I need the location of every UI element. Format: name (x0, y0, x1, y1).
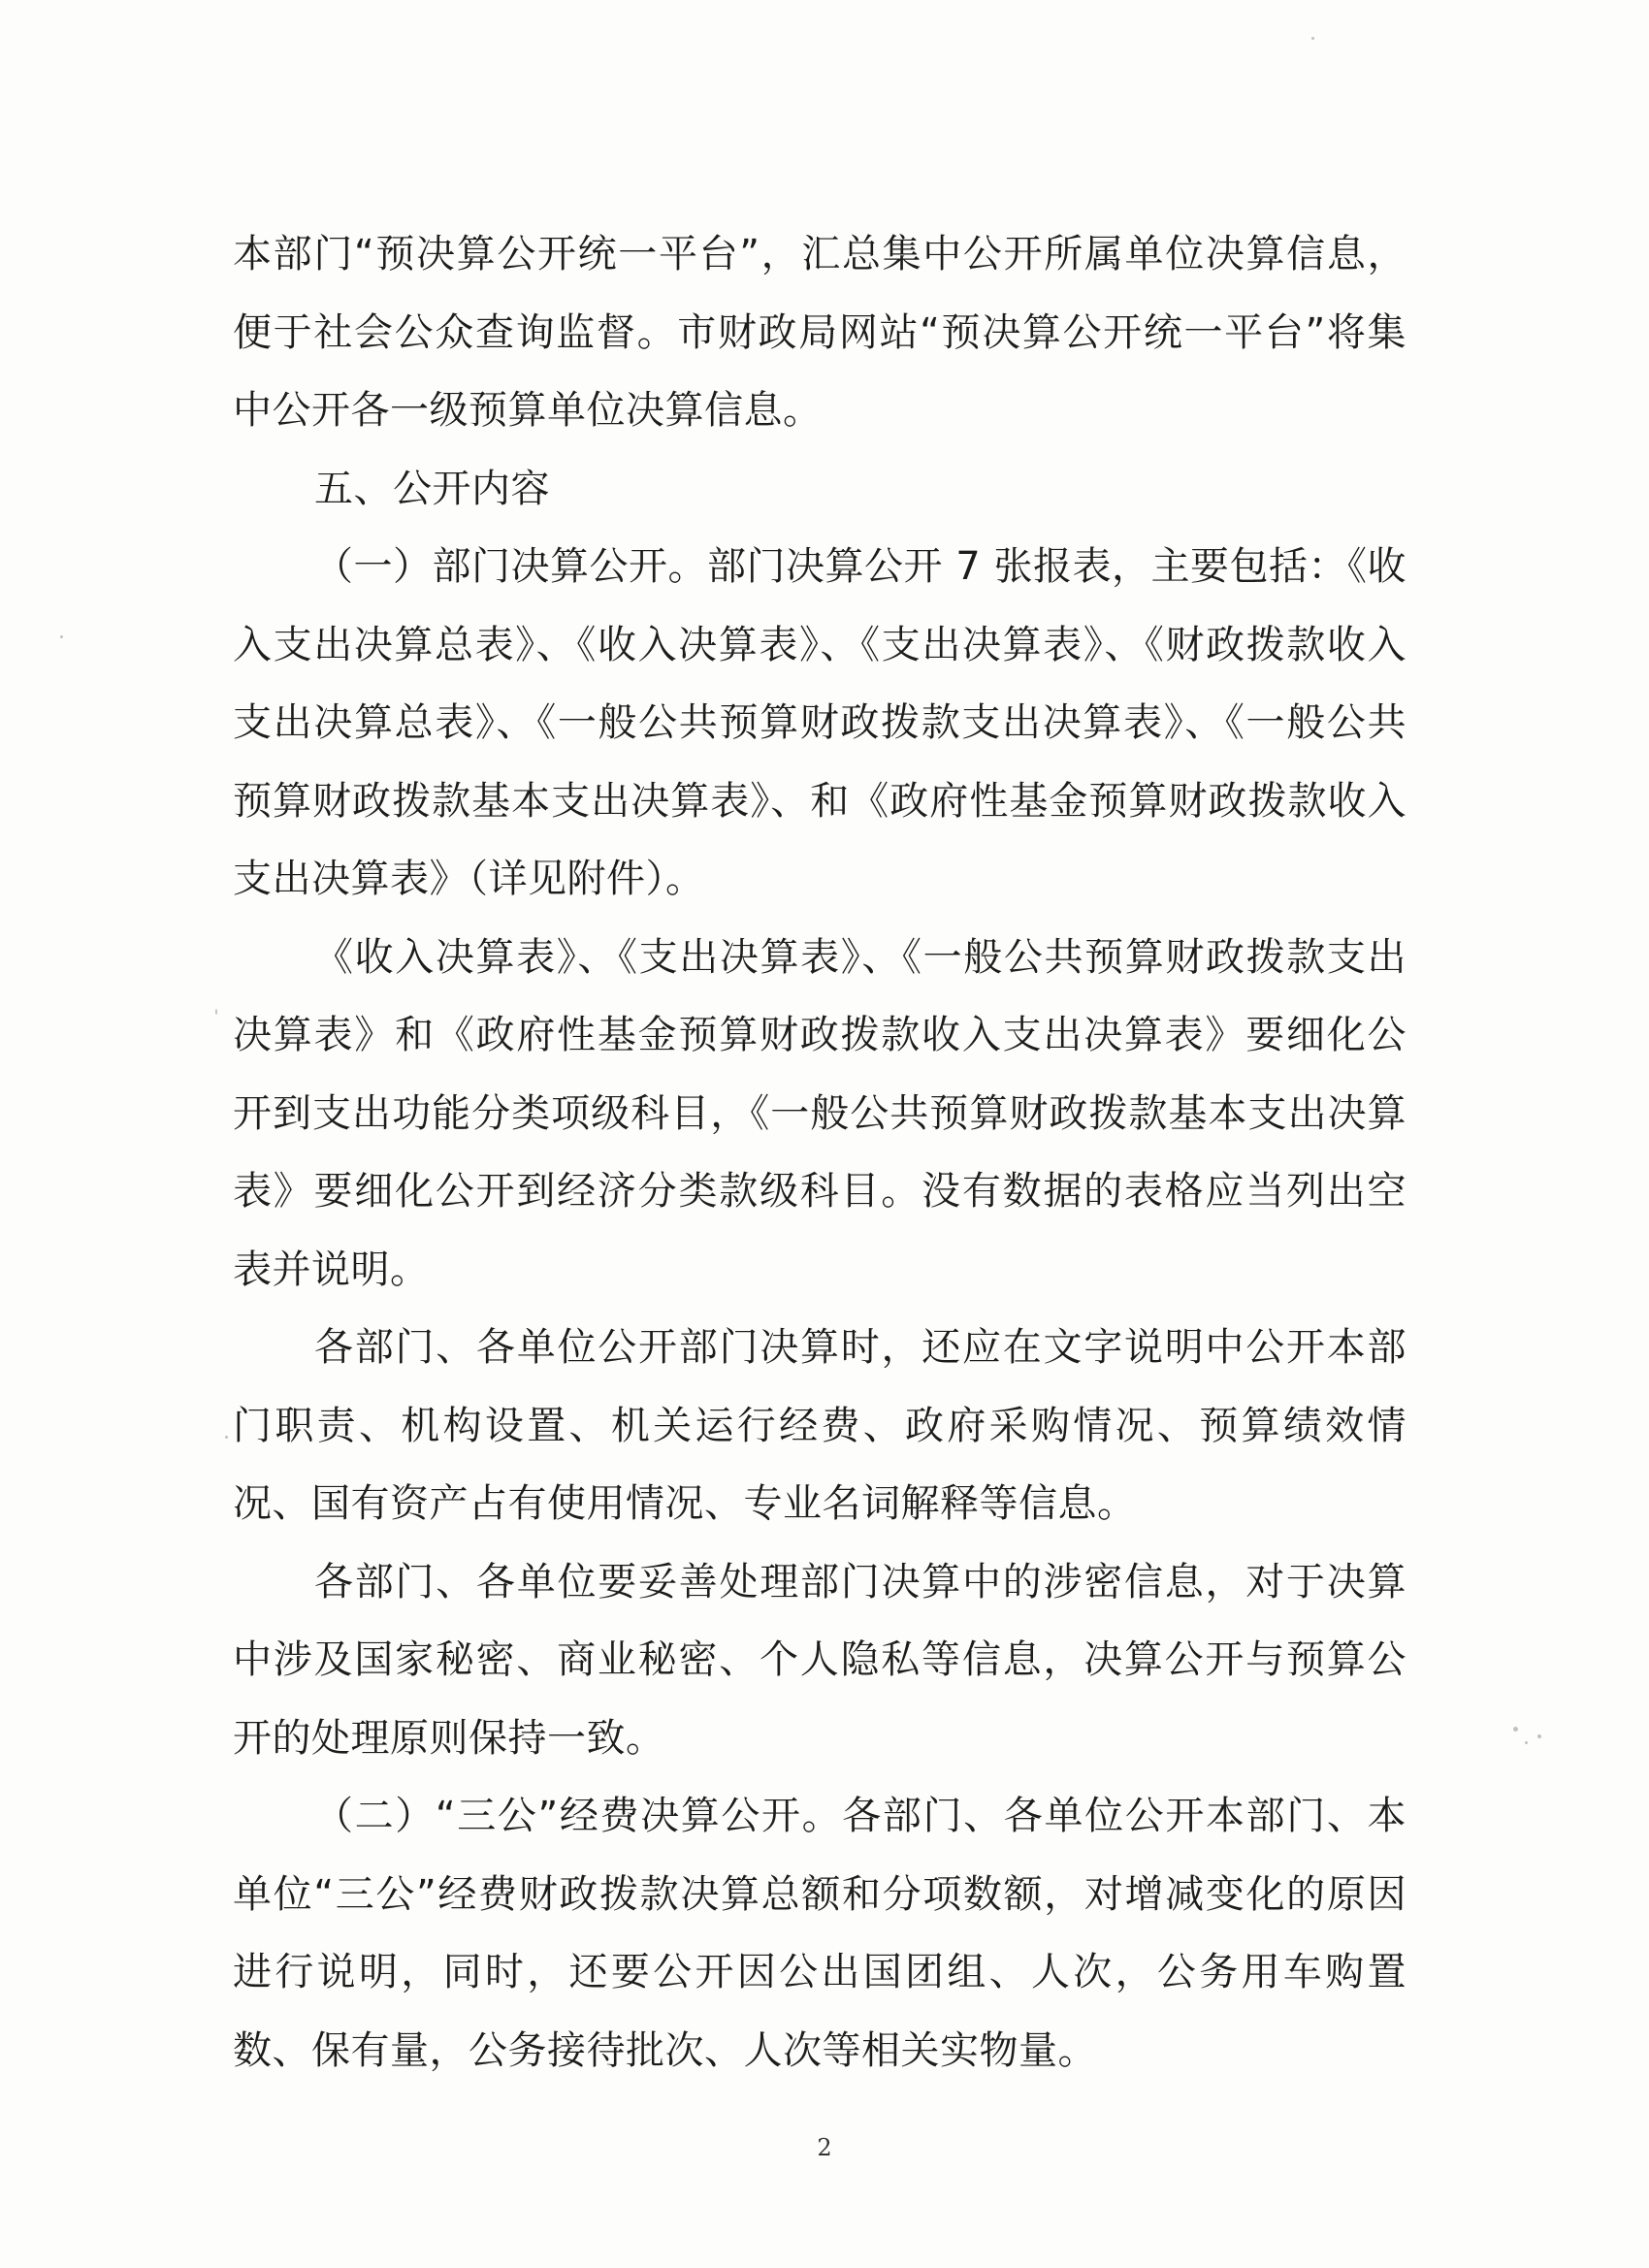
paragraph-department-final-accounts: （一）部门决算公开。部门决算公开 7 张报表，主要包括：《收入支出决算总表》、《收入决算表》、《支出决算表》、《财政拨款收入支出决算总表》、《一般公共预算财政拨款支出决算表》、《一般公共预算财政拨款基本支出决算表》、和《政府性基金预算财政拨款收入支出决算表》（详见附件）。 (233, 544, 1406, 901)
paragraph-confidential-info: 各部门、各单位要妥善处理部门决算中的涉密信息，对于决算中涉及国家秘密、商业秘密、个人隐私等信息，决算公开与预算公开的处理原则保持一致。 (233, 1559, 1406, 1761)
scan-speck (215, 1009, 217, 1015)
paragraph-three-public-expenses: （二）“三公”经费决算公开。各部门、各单位公开本部门、本单位“三公”经费财政拨款决算总额和分项数额，对增减变化的原因进行说明，同时，还要公开因公出国团组、人次，公务用车购置数、保有量，公务接待批次、人次等相关实物量。 (233, 1794, 1406, 2073)
section-heading-5: 五、公开内容 (314, 466, 550, 511)
paragraph-continued: 本部门“预决算公开统一平台”，汇总集中公开所属单位决算信息，便于社会公众查询监督。市财政局网站“预决算公开统一平台”将集中公开各一级预算单位决算信息。 (233, 232, 1406, 433)
scan-speck (1513, 1727, 1518, 1732)
scan-speck (60, 635, 63, 638)
scan-speck (1537, 1734, 1541, 1738)
paragraph-detail-requirements: 《收入决算表》、《支出决算表》、《一般公共预算财政拨款支出决算表》和《政府性基金预算财政拨款收入支出决算表》要细化公开到支出功能分类项级科目，《一般公共预算财政拨款基本支出决算表》要细化公开到经济分类款级科目。没有数据的表格应当列出空表并说明。 (233, 934, 1406, 1292)
scan-speck (225, 1436, 228, 1439)
page-number: 2 (817, 2134, 832, 2161)
scan-speck (1311, 37, 1314, 40)
scan-speck (1525, 1741, 1528, 1744)
body-text (233, 215, 1406, 2090)
paragraph-text-explanation: 各部门、各单位公开部门决算时，还应在文字说明中公开本部门职责、机构设置、机关运行经费、政府采购情况、预算绩效情况、国有资产占有使用情况、专业名词解释等信息。 (233, 1325, 1406, 1526)
